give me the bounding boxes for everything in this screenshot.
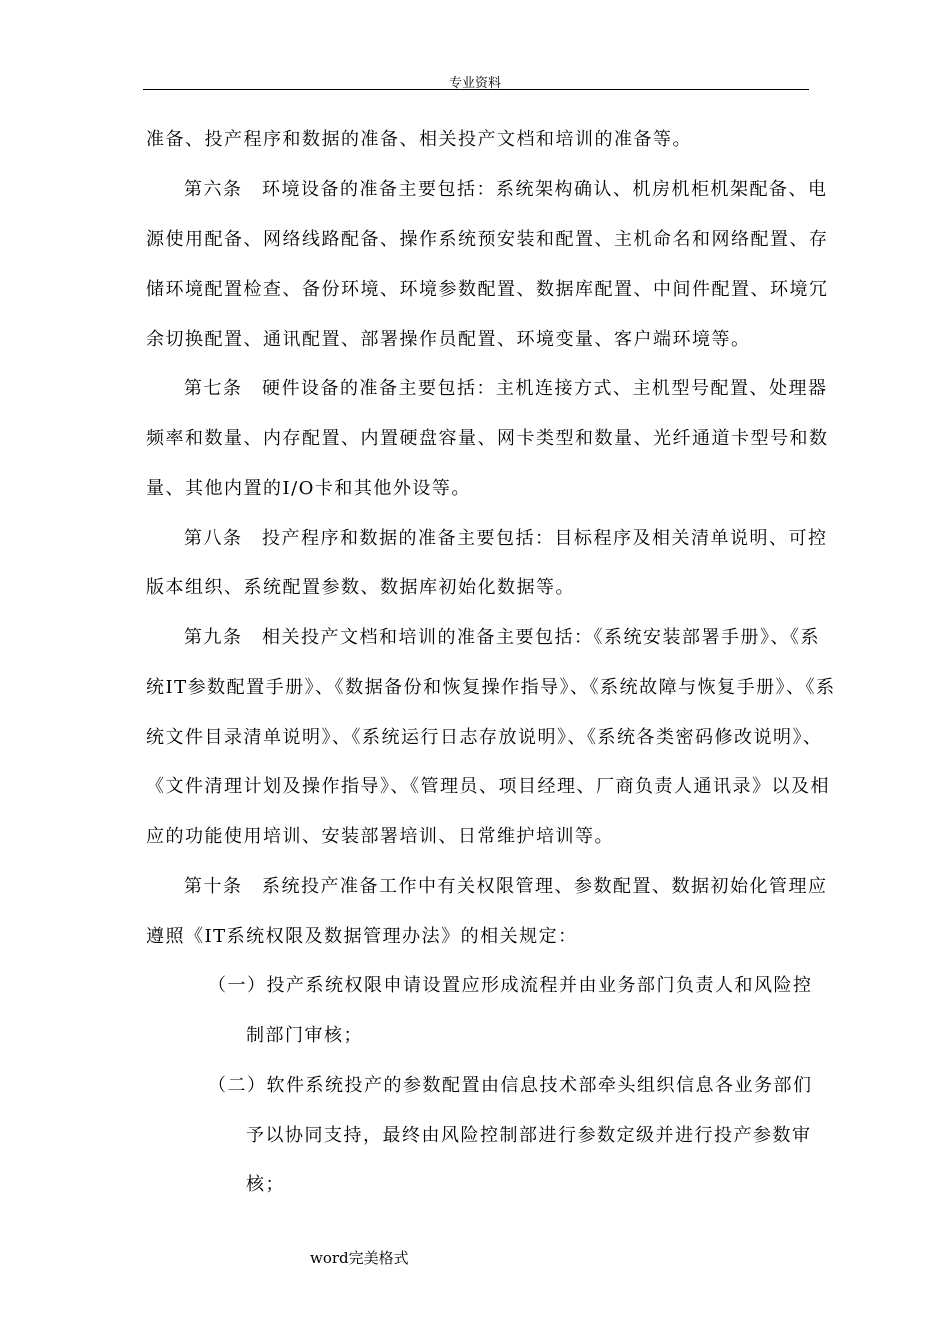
list-item-line: 制部门审核；: [246, 1025, 363, 1046]
paragraph-line: 准备、投产程序和数据的准备、相关投产文档和培训的准备等。: [146, 129, 692, 150]
paragraph-line: 量、其他内置的I/O卡和其他外设等。: [146, 478, 471, 499]
paragraph-line: 第七条 硬件设备的准备主要包括：主机连接方式、主机型号配置、处理器: [184, 378, 828, 399]
paragraph-line: 频率和数量、内存配置、内置硬盘容量、网卡类型和数量、光纤通道卡型号和数: [146, 428, 829, 449]
list-item-line: （一）投产系统权限申请设置应形成流程并由业务部门负责人和风险控: [208, 975, 813, 996]
paragraph-line: 第六条 环境设备的准备主要包括：系统架构确认、机房机柜机架配备、电: [184, 179, 828, 200]
paragraph-line: 版本组织、系统配置参数、数据库初始化数据等。: [146, 577, 575, 598]
paragraph-line: 第八条 投产程序和数据的准备主要包括：目标程序及相关清单说明、可控: [184, 528, 828, 549]
list-item-line: 予以协同支持，最终由风险控制部进行参数定级并进行投产参数审: [246, 1125, 812, 1146]
paragraph-line: 统文件目录清单说明》、《系统运行日志存放说明》、《系统各类密码修改说明》、: [146, 727, 823, 748]
page-footer: word完美格式: [310, 1249, 409, 1267]
paragraph-line: 遵照《IT系统权限及数据管理办法》的相关规定：: [146, 926, 578, 947]
paragraph-line: 《文件清理计划及操作指导》、《管理员、项目经理、厂商负责人通讯录》以及相: [146, 776, 830, 797]
list-item-line: 核；: [246, 1174, 285, 1195]
paragraph-line: 应的功能使用培训、安装部署培训、日常维护培训等。: [146, 826, 614, 847]
paragraph-line: 第九条 相关投产文档和培训的准备主要包括：《系统安装部署手册》、《系: [184, 627, 820, 648]
paragraph-line: 储环境配置检查、备份环境、环境参数配置、数据库配置、中间件配置、环境冗: [146, 279, 829, 300]
paragraph-line: 第十条 系统投产准备工作中有关权限管理、参数配置、数据初始化管理应: [184, 876, 828, 897]
paragraph-line: 源使用配备、网络线路配备、操作系统预安装和配置、主机命名和网络配置、存: [146, 229, 829, 250]
paragraph-line: 余切换配置、通讯配置、部署操作员配置、环境变量、客户端环境等。: [146, 329, 751, 350]
paragraph-line: 统IT参数配置手册》、《数据备份和恢复操作指导》、《系统故障与恢复手册》、《系: [146, 677, 836, 698]
page-header: 专业资料: [448, 76, 501, 91]
header-divider: [143, 89, 809, 90]
list-item-line: （二）软件系统投产的参数配置由信息技术部牵头组织信息各业务部们: [208, 1075, 813, 1096]
